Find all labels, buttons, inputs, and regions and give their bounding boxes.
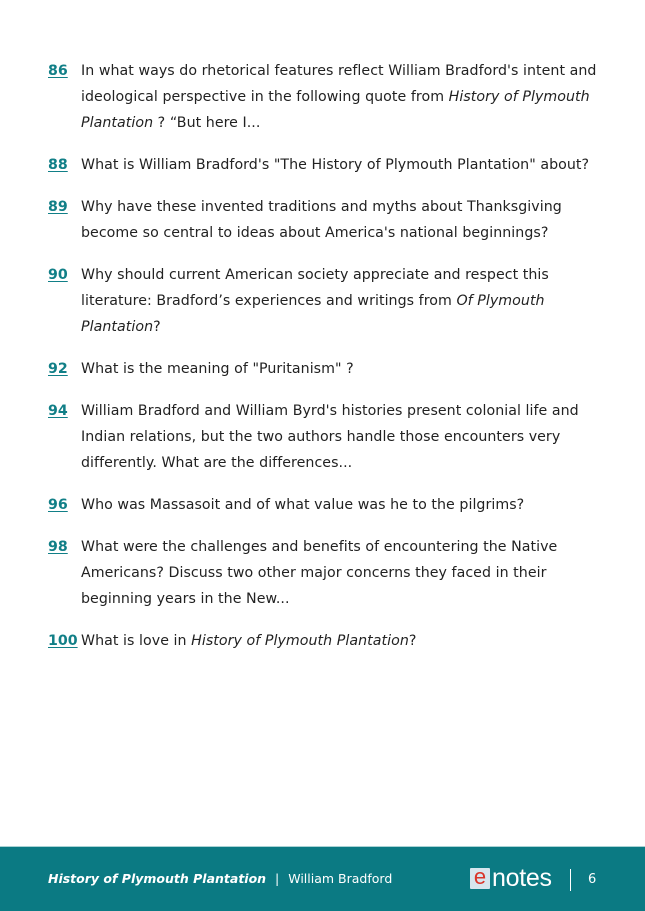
question-item [48,628,608,654]
question-item [48,356,608,382]
question-item [48,152,608,178]
enotes-logo [470,863,552,892]
question-item [48,398,608,476]
question-text [81,534,608,612]
question-text-segment: What is the meaning of "Puritanism" ? [81,361,354,377]
question-text-segment: Why have these invented traditions and myths about Thanksgiving become so central to ideas about America's national beginnings? [81,199,562,241]
enotes-logo-e-icon: e [470,868,490,889]
page-number: 6 [588,872,597,887]
question-text-segment: In what ways do rhetorical features reflect William Bradford's intent and ideological perspective in the following quote from [81,63,597,105]
footer-book-title: History of Plymouth Plantation [48,871,267,886]
question-text-title: History of Plymouth Plantation [81,89,590,131]
enotes-logo-text: notes [492,864,552,892]
question-text-title: Of Plymouth Plantation [81,293,545,335]
question-text-segment: ? [408,633,417,649]
footer-divider [570,869,571,891]
question-text-segment: What is love in [81,633,192,649]
question-number-link[interactable]: 89 [48,199,68,215]
question-number-link[interactable]: 88 [48,157,68,173]
question-number-link[interactable]: 92 [48,361,68,377]
question-list [48,58,608,670]
question-text [81,262,608,340]
question-text-segment: Why should current American society appreciate and respect this literature: Bradford’s experiences and writings from [81,267,549,309]
question-text [81,356,608,382]
footer-author: William Bradford [288,871,393,886]
footer-citation [48,871,392,886]
question-text [81,152,608,178]
question-number-link[interactable]: 96 [48,497,68,513]
question-number-link[interactable]: 86 [48,63,68,79]
question-number-link[interactable]: 100 [48,633,78,649]
question-text-segment: ? [153,319,161,335]
question-text [81,58,608,136]
question-number-link[interactable]: 90 [48,267,68,283]
question-number-link[interactable]: 94 [48,403,68,419]
question-text-segment: What were the challenges and benefits of encountering the Native Americans? Discuss two other major concerns they faced in their beginning years in the New... [81,539,558,607]
question-text [81,492,608,518]
question-text-segment: Who was Massasoit and of what value was he to the pilgrims? [81,497,525,513]
question-item [48,194,608,246]
footer-separator: | [275,871,280,886]
question-item [48,534,608,612]
question-text-segment: ? “But here I... [153,115,261,131]
question-text [81,398,608,476]
question-text [81,628,608,654]
question-item [48,492,608,518]
question-text-segment: William Bradford and William Byrd's histories present colonial life and Indian relations, but the two authors handle those encounters very differently. What are the differences... [81,403,579,471]
question-text-title: History of Plymouth Plantation [191,633,409,649]
question-text [81,194,608,246]
question-text-segment: What is William Bradford's "The History of Plymouth Plantation" about? [81,157,590,173]
question-item [48,58,608,136]
question-item [48,262,608,340]
question-number-link[interactable]: 98 [48,539,68,555]
page-footer [0,846,645,911]
